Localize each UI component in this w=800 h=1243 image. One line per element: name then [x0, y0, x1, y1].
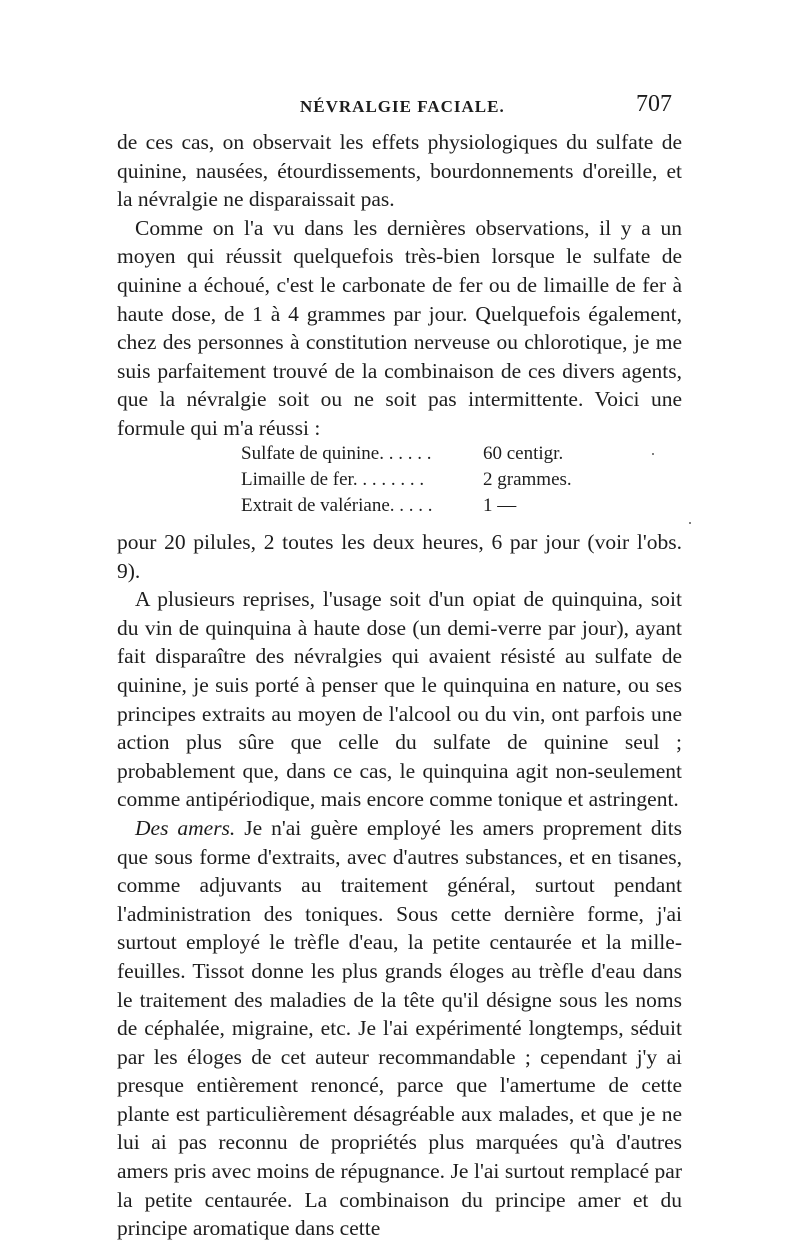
paragraph [117, 814, 682, 1243]
formula-ingredient: Extrait de valériane. . . . . [241, 495, 433, 516]
paragraph: de ces cas, on observait les effets physiologiques du sulfate de quinine, nausées, étourdissements, bourdonnements d'oreille, et la névralgie ne disparaissait pas. [117, 130, 682, 212]
text-block-top [117, 128, 682, 443]
print-speck [689, 522, 691, 524]
section-heading-italic: Des amers. [135, 815, 236, 840]
formula-ingredient: Limaille de fer. . . . . . . . [241, 469, 425, 490]
paragraph: Comme on l'a vu dans les dernières observations, il y a un moyen qui réussit quelquefois très-bien lorsque le sulfate de quinine a échoué, c'est le carbonate de fer ou de limaille de fer à haute dose, de 1 à 4 grammes par jour. Quelquefois également, chez des personnes à constitution nerveuse ou chlorotique, je me suis parfaitement trouvé de la combinaison de ces divers agents, que la névralgie soit ou ne soit pas intermittente. Voici une formule qui m'a réussi : [117, 215, 682, 440]
running-title: NÉVRALGIE FACIALE. [300, 97, 505, 116]
formula-quantity: 1 — [483, 495, 517, 516]
formula-table [241, 441, 572, 519]
paragraph: A plusieurs reprises, l'usage soit d'un opiat de quinquina, soit du vin de quinquina à haute dose (un demi-verre par jour), ayant fait disparaître des névralgies qui avaient résisté au sulfate de quinine, je suis porté à penser que le quinquina en nature, ou ses principes extraits au moyen de l'alcool ou du vin, ont parfois une action plus sûre que celle du sulfate de quinine seul ; probablement que, dans ce cas, le quinquina agit non-seulement comme antipériodique, mais encore comme tonique et astringent. [117, 587, 682, 812]
paragraph: pour 20 pilules, 2 toutes les deux heures, 6 par jour (voir l'obs. 9). [117, 530, 682, 583]
formula-row [241, 441, 572, 467]
page-number: 707 [636, 91, 672, 117]
text-block-bottom [117, 528, 682, 1243]
formula-row [241, 467, 572, 493]
formula-row [241, 493, 572, 519]
formula-quantity: 60 centigr. [483, 443, 564, 464]
paragraph-body: Je n'ai guère employé les amers proprement dits que sous forme d'extraits, avec d'autres substances, et en tisanes, comme adjuvants au traitement général, surtout pendant l'administration des toniques. Sous cette dernière forme, j'ai surtout employé le trèfle d'eau, la petite centaurée et la mille-feuilles. Tissot donne les plus grands éloges au trèfle d'eau dans le traitement des maladies de la tête qu'il désigne sous les noms de céphalée, migraine, etc. Je l'ai expérimenté longtemps, séduit par les éloges de cet auteur recommandable ; cependant j'y ai presque entièrement renoncé, parce que l'amertume de cette plante est particulièrement désagréable aux malades, et que je ne lui ai pas reconnu de propriétés plus marquées qu'à d'autres amers pris avec moins de répugnance. Je l'ai surtout remplacé par la petite centaurée. La combinaison du principe amer et du principe aromatique dans cette [117, 815, 682, 1241]
formula-ingredient: Sulfate de quinine. . . . . . [241, 443, 432, 464]
print-speck [652, 453, 654, 455]
formula-quantity: 2 grammes. [483, 469, 572, 490]
